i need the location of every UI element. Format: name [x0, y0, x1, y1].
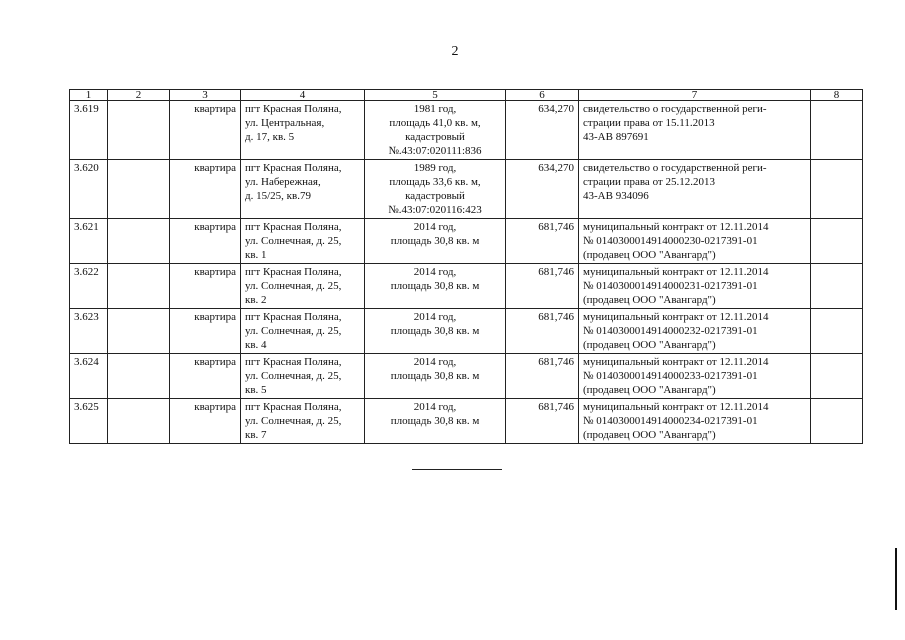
column-header: 1 [70, 90, 108, 101]
ownership-document-cell-line: № 0140300014914000230-0217391-01 [583, 235, 758, 247]
ownership-document-cell-line: (продавец ООО "Авангард") [583, 429, 716, 441]
ownership-document-cell [579, 354, 811, 399]
cost-cell: 681,746 [506, 399, 579, 444]
address-cell-line: ул. Центральная, [245, 117, 325, 129]
ownership-document-cell-line: 43-АВ 897691 [583, 131, 649, 143]
property-type-cell: квартира [170, 354, 241, 399]
table-row [70, 399, 863, 444]
description-cell [365, 219, 506, 264]
ownership-document-cell-line: страции права от 25.12.2013 [583, 176, 715, 188]
item-number-cell: 3.620 [70, 160, 108, 219]
end-of-table-rule [412, 469, 502, 470]
ownership-document-cell-line: муниципальный контракт от 12.11.2014 [583, 221, 769, 233]
description-cell-line: площадь 30,8 кв. м [390, 280, 480, 292]
header-row [70, 90, 863, 101]
ownership-document-cell [579, 399, 811, 444]
property-type-cell: квартира [170, 219, 241, 264]
address-cell-line: пгт Красная Поляна, [245, 103, 342, 115]
item-number-cell: 3.625 [70, 399, 108, 444]
description-cell-line: 1981 год, [413, 103, 457, 115]
ownership-document-cell-line: свидетельство о государственной реги- [583, 103, 767, 115]
description-cell [365, 309, 506, 354]
description-cell-line: 1989 год, [413, 162, 457, 174]
column-2-cell [108, 101, 170, 160]
property-type-cell: квартира [170, 101, 241, 160]
property-type-cell: квартира [170, 264, 241, 309]
address-cell-line: ул. Солнечная, д. 25, [245, 370, 342, 382]
table-row [70, 160, 863, 219]
description-cell-line: площадь 30,8 кв. м [390, 370, 480, 382]
cost-cell: 681,746 [506, 219, 579, 264]
description-cell-line: 2014 год, [413, 356, 457, 368]
item-number-cell: 3.622 [70, 264, 108, 309]
ownership-document-cell [579, 264, 811, 309]
address-cell [241, 219, 365, 264]
description-cell-line: площадь 30,8 кв. м [390, 325, 480, 337]
item-number-cell: 3.623 [70, 309, 108, 354]
ownership-document-cell-line: № 0140300014914000232-0217391-01 [583, 325, 758, 337]
address-cell-line: кв. 2 [245, 294, 267, 306]
item-number-cell: 3.624 [70, 354, 108, 399]
column-header: 5 [365, 90, 506, 101]
table-row [70, 309, 863, 354]
address-cell-line: ул. Солнечная, д. 25, [245, 325, 342, 337]
description-cell-line: площадь 30,8 кв. м [390, 415, 480, 427]
address-cell [241, 354, 365, 399]
cost-cell: 634,270 [506, 101, 579, 160]
column-2-cell [108, 309, 170, 354]
ownership-document-cell [579, 101, 811, 160]
address-cell-line: пгт Красная Поляна, [245, 356, 342, 368]
ownership-document-cell-line: (продавец ООО "Авангард") [583, 294, 716, 306]
ownership-document-cell-line: № 0140300014914000231-0217391-01 [583, 280, 758, 292]
column-2-cell [108, 354, 170, 399]
ownership-document-cell-line: муниципальный контракт от 12.11.2014 [583, 311, 769, 323]
item-number-cell: 3.621 [70, 219, 108, 264]
column-header: 7 [579, 90, 811, 101]
ownership-document-cell-line: № 0140300014914000234-0217391-01 [583, 415, 758, 427]
address-cell-line: кв. 1 [245, 249, 267, 261]
description-cell-line: №.43:07:020111:836 [388, 145, 482, 157]
column-2-cell [108, 399, 170, 444]
description-cell-line: 2014 год, [413, 221, 457, 233]
description-cell [365, 160, 506, 219]
ownership-document-cell-line: (продавец ООО "Авангард") [583, 339, 716, 351]
ownership-document-cell-line: свидетельство о государственной реги- [583, 162, 767, 174]
table-row [70, 219, 863, 264]
ownership-document-cell-line: муниципальный контракт от 12.11.2014 [583, 401, 769, 413]
column-2-cell [108, 160, 170, 219]
description-cell-line: площадь 33,6 кв. м, [389, 176, 481, 188]
column-2-cell [108, 219, 170, 264]
table-row [70, 264, 863, 309]
cost-cell: 681,746 [506, 354, 579, 399]
property-table [69, 89, 863, 444]
table-row [70, 354, 863, 399]
cost-cell: 634,270 [506, 160, 579, 219]
address-cell-line: ул. Набережная, [245, 176, 321, 188]
ownership-document-cell-line: (продавец ООО "Авангард") [583, 384, 716, 396]
description-cell-line: №.43:07:020116:423 [388, 204, 482, 216]
ownership-document-cell-line: страции права от 15.11.2013 [583, 117, 715, 129]
address-cell [241, 101, 365, 160]
column-header: 4 [241, 90, 365, 101]
description-cell-line: площадь 30,8 кв. м [390, 235, 480, 247]
column-header: 6 [506, 90, 579, 101]
description-cell [365, 264, 506, 309]
scan-edge-mark [895, 548, 897, 610]
page-number: 2 [451, 44, 459, 59]
address-cell-line: д. 15/25, кв.79 [245, 190, 311, 202]
ownership-document-cell-line: 43-АВ 934096 [583, 190, 649, 202]
description-cell-line: кадастровый [405, 131, 465, 143]
ownership-document-cell [579, 309, 811, 354]
column-8-cell [811, 309, 863, 354]
table-row [70, 101, 863, 160]
cost-cell: 681,746 [506, 264, 579, 309]
address-cell [241, 399, 365, 444]
ownership-document-cell-line: муниципальный контракт от 12.11.2014 [583, 356, 769, 368]
address-cell-line: кв. 5 [245, 384, 267, 396]
column-8-cell [811, 160, 863, 219]
description-cell [365, 354, 506, 399]
address-cell-line: пгт Красная Поляна, [245, 221, 342, 233]
property-type-cell: квартира [170, 309, 241, 354]
address-cell-line: кв. 7 [245, 429, 267, 441]
address-cell-line: пгт Красная Поляна, [245, 311, 342, 323]
address-cell-line: ул. Солнечная, д. 25, [245, 280, 342, 292]
address-cell [241, 264, 365, 309]
column-header: 3 [170, 90, 241, 101]
ownership-document-cell-line: № 0140300014914000233-0217391-01 [583, 370, 758, 382]
column-8-cell [811, 399, 863, 444]
column-2-cell [108, 264, 170, 309]
item-number-cell: 3.619 [70, 101, 108, 160]
address-cell-line: ул. Солнечная, д. 25, [245, 235, 342, 247]
column-header: 2 [108, 90, 170, 101]
ownership-document-cell [579, 160, 811, 219]
column-header: 8 [811, 90, 863, 101]
description-cell [365, 101, 506, 160]
address-cell [241, 160, 365, 219]
address-cell-line: пгт Красная Поляна, [245, 266, 342, 278]
column-8-cell [811, 219, 863, 264]
column-8-cell [811, 354, 863, 399]
column-8-cell [811, 264, 863, 309]
description-cell-line: 2014 год, [413, 401, 457, 413]
address-cell-line: пгт Красная Поляна, [245, 401, 342, 413]
property-type-cell: квартира [170, 160, 241, 219]
address-cell-line: ул. Солнечная, д. 25, [245, 415, 342, 427]
address-cell-line: кв. 4 [245, 339, 267, 351]
address-cell-line: пгт Красная Поляна, [245, 162, 342, 174]
description-cell-line: 2014 год, [413, 311, 457, 323]
description-cell-line: кадастровый [405, 190, 465, 202]
column-8-cell [811, 101, 863, 160]
property-type-cell: квартира [170, 399, 241, 444]
ownership-document-cell [579, 219, 811, 264]
ownership-document-cell-line: (продавец ООО "Авангард") [583, 249, 716, 261]
description-cell [365, 399, 506, 444]
cost-cell: 681,746 [506, 309, 579, 354]
ownership-document-cell-line: муниципальный контракт от 12.11.2014 [583, 266, 769, 278]
address-cell [241, 309, 365, 354]
description-cell-line: 2014 год, [413, 266, 457, 278]
address-cell-line: д. 17, кв. 5 [245, 131, 295, 143]
description-cell-line: площадь 41,0 кв. м, [389, 117, 481, 129]
